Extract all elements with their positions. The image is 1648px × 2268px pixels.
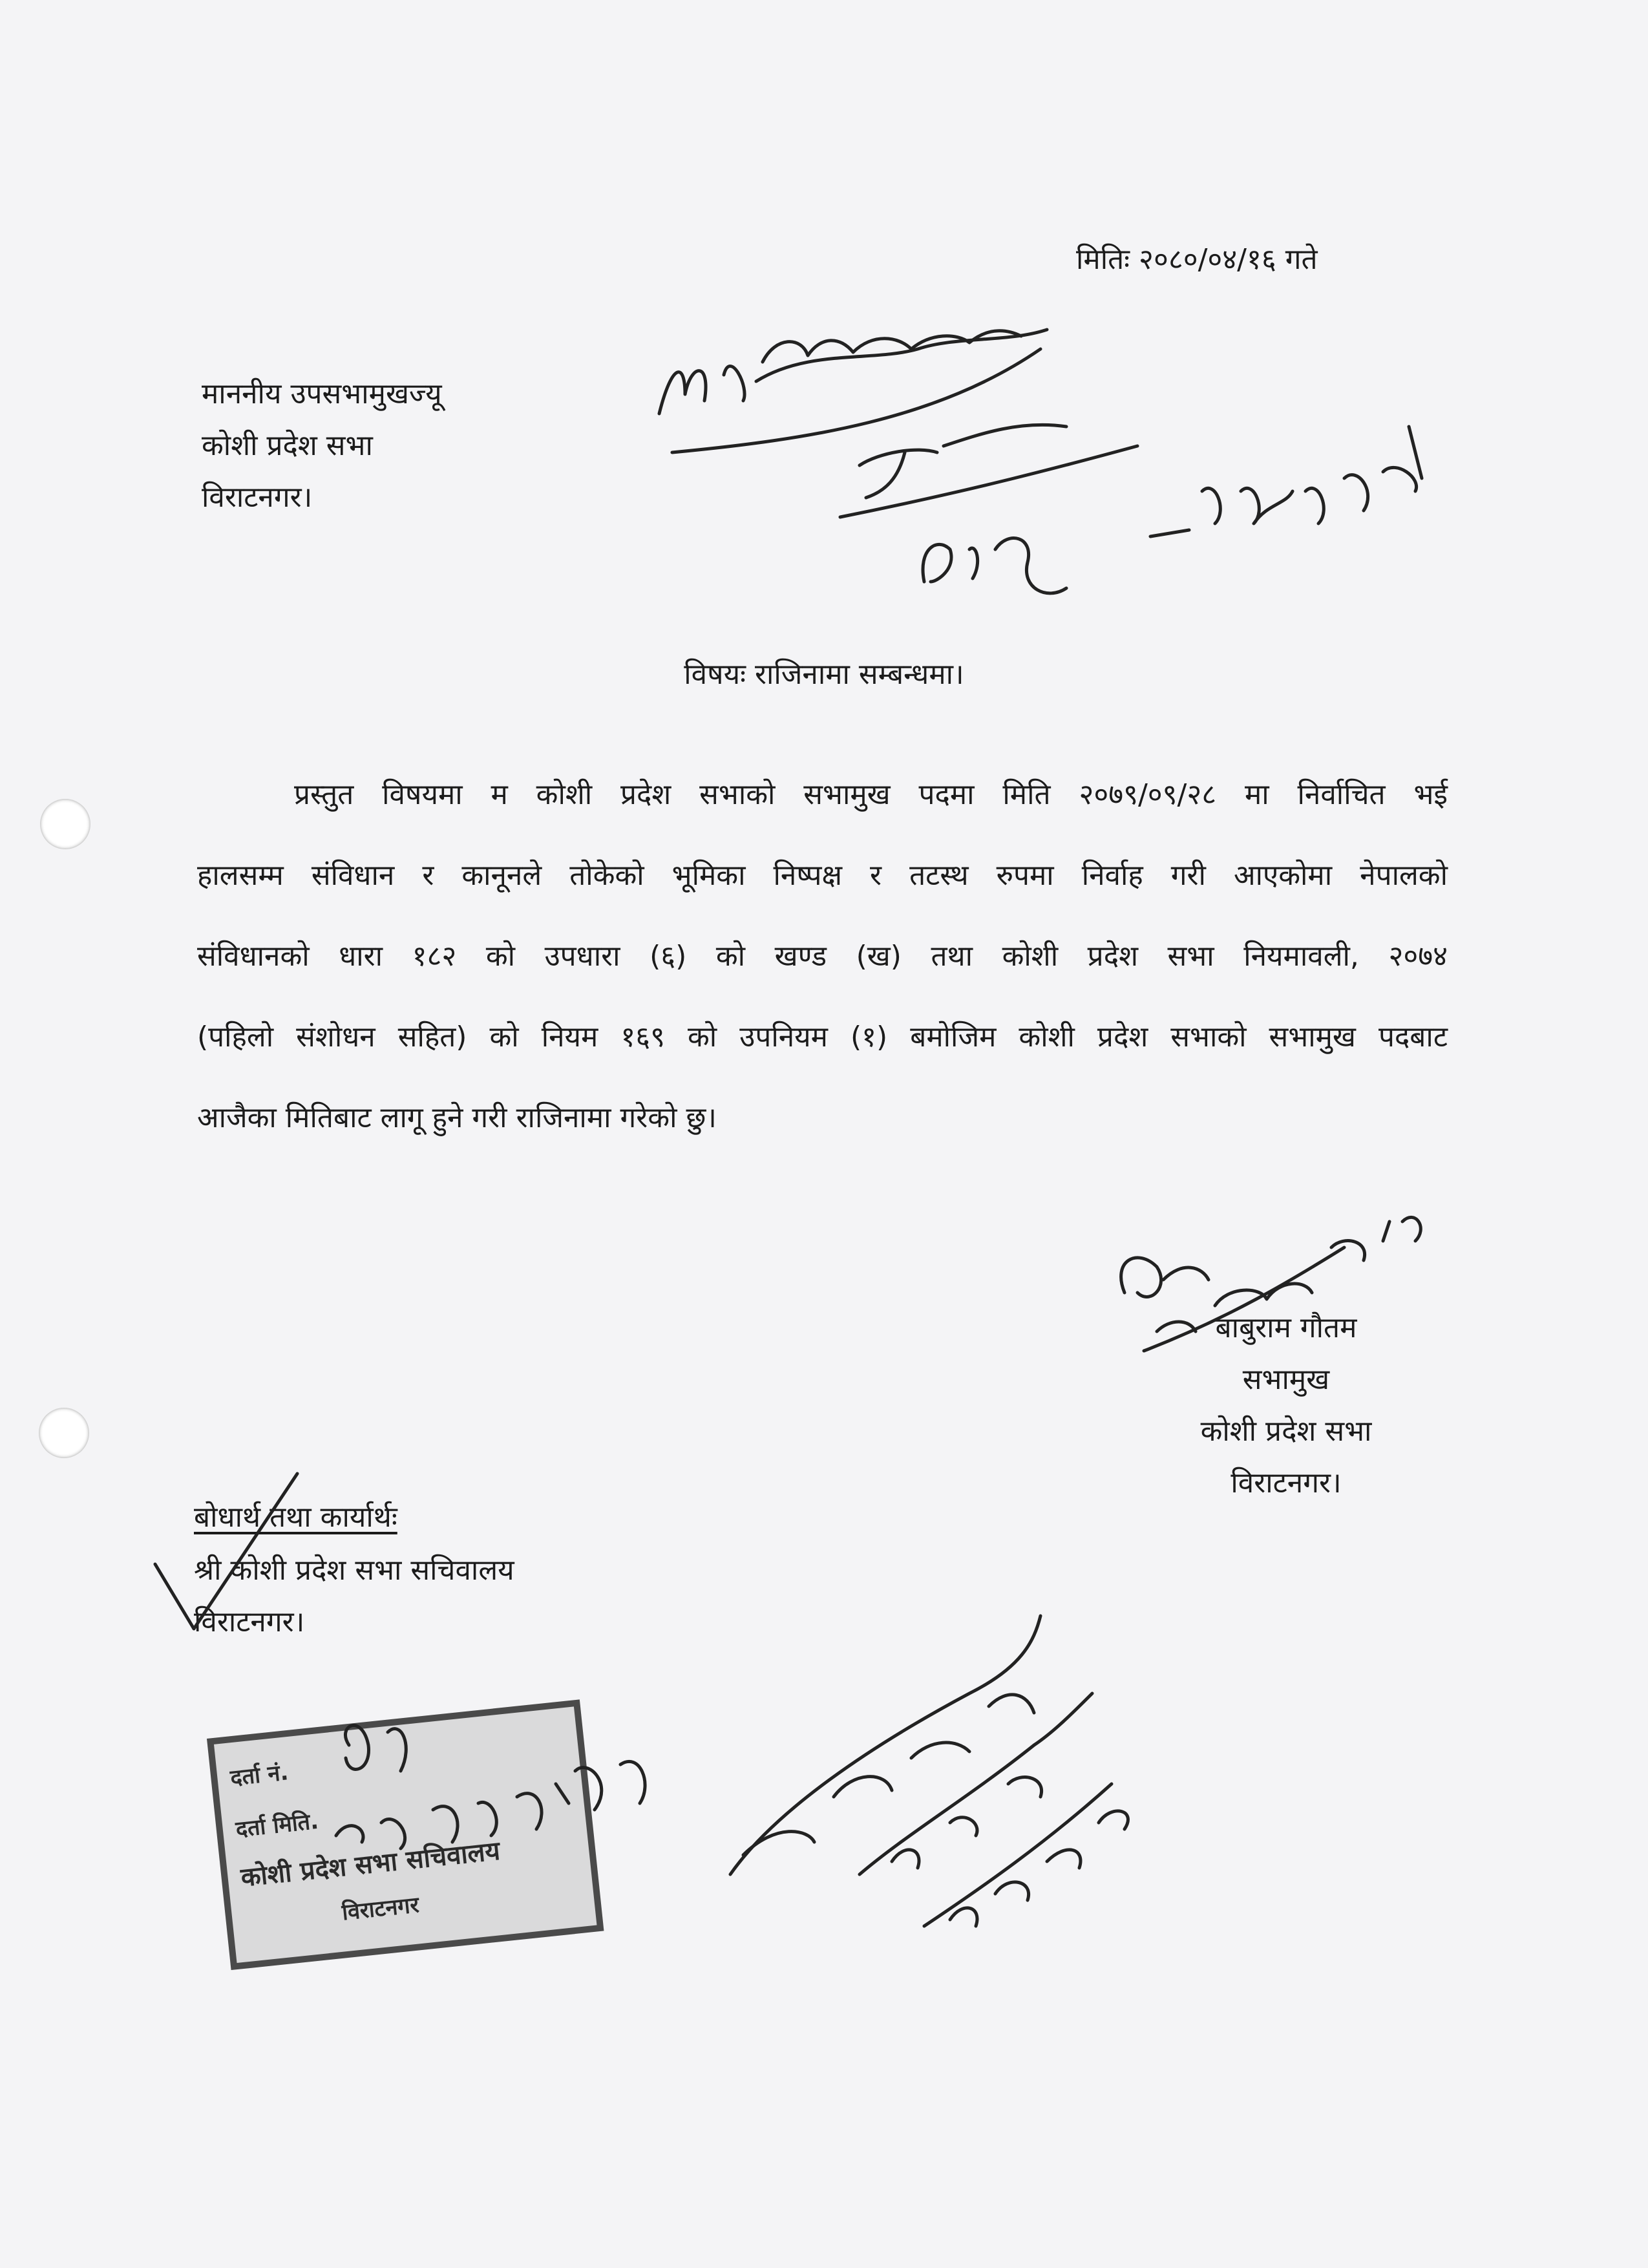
- checkmark-icon: [155, 1474, 297, 1629]
- body-line: हालसम्म संविधान र कानूनले तोकेको भूमिका निष्पक्ष र तटस्थ रुपमा निर्वाह गरी आएकोमा नेपालको: [197, 859, 1448, 892]
- body-line: संविधानको धारा १८२ को उपधारा (६) को खण्ड (ख) तथा कोशी प्रदेश सभा नियमावली, २०७४: [197, 940, 1448, 973]
- cc-line: विराटनगर।: [194, 1606, 305, 1638]
- addressee-line: कोशी प्रदेश सभा: [202, 429, 373, 462]
- signatory-office: कोशी प्रदेश सभा: [1200, 1415, 1372, 1448]
- stamp-office: कोशी प्रदेश सभा सचिवालय: [239, 1836, 502, 1893]
- signatory-title: सभामुख: [1242, 1363, 1330, 1396]
- body-line: आजैका मितिबाट लागू हुने गरी राजिनामा गरेको छु।: [197, 1101, 717, 1134]
- handwritten-forwarding-note: [659, 330, 1422, 593]
- stamp-darta-miti-label: दर्ता मिति.: [234, 1808, 320, 1843]
- handwritten-receipt-note: [730, 1616, 1128, 1926]
- signatory-name: बाबुराम गौतम: [1215, 1311, 1357, 1344]
- signatory-city: विराटनगर।: [1231, 1467, 1342, 1500]
- cc-heading: बोधार्थ तथा कार्यार्थः: [194, 1501, 397, 1534]
- addressee-line: माननीय उपसभामुखज्यू: [202, 377, 442, 410]
- cc-line: श्री कोशी प्रदेश सभा सचिवालय: [194, 1554, 514, 1587]
- stamp-darta-no-label: दर्ता नं.: [229, 1759, 290, 1792]
- letter-date: मितिः २०८०/०४/१६ गते: [1076, 243, 1318, 276]
- body-line: (पहिलो संशोधन सहित) को नियम १६९ को उपनियम (१) बमोजिम कोशी प्रदेश सभाको सभामुख पदबाट: [197, 1021, 1448, 1054]
- handwritten-registration-entry: [336, 1726, 645, 1849]
- subject-line: विषयः राजिनामा सम्बन्धमा।: [684, 658, 964, 691]
- handwritten-signature: [1121, 1217, 1421, 1351]
- body-line: प्रस्तुत विषयमा म कोशी प्रदेश सभाको सभामुख पदमा मिति २०७९/०९/२८ मा निर्वाचित भई: [294, 778, 1448, 811]
- stamp-city: विराटनगर: [341, 1892, 421, 1926]
- addressee-line: विराटनगर।: [202, 481, 313, 514]
